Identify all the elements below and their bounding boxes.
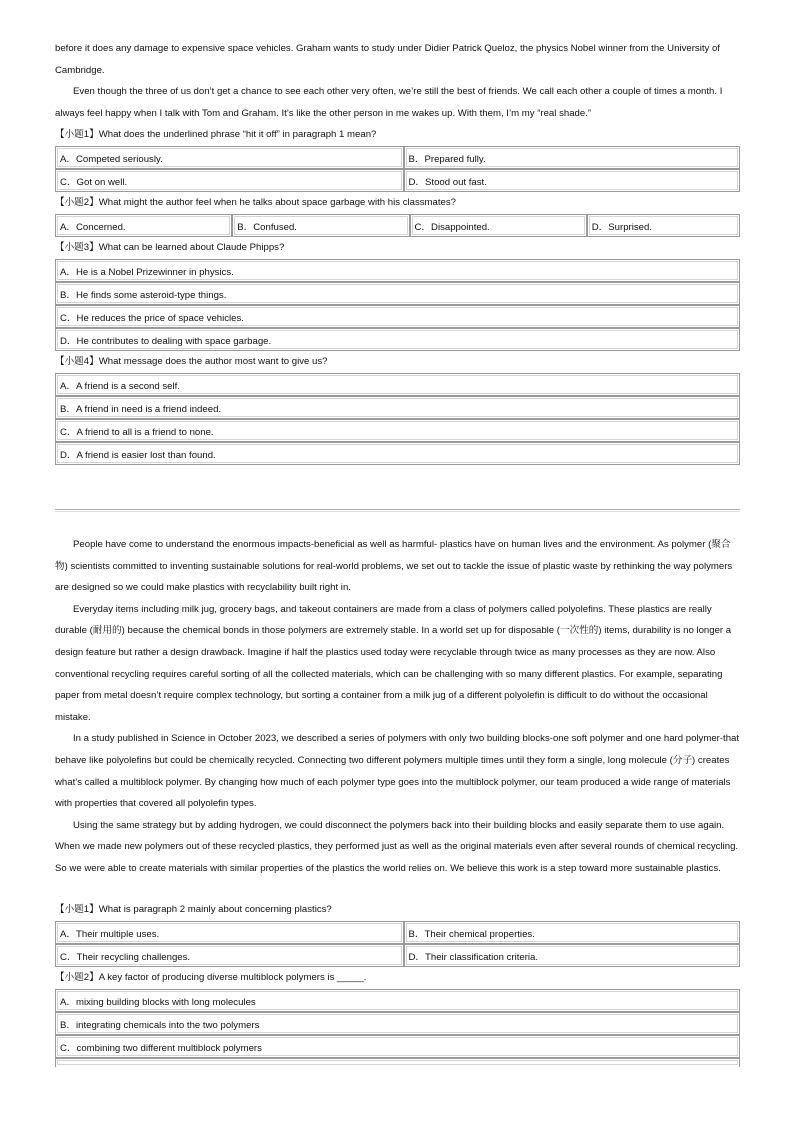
option-d-cut-off [55,1058,740,1067]
option-c[interactable]: C．Their recycling challenges. [55,944,404,967]
paragraph: People have come to understand the enormous impacts-beneficial as well as harmful- plastics have on human lives and the environment. As polymer (聚合物) scientists committed to inventing sustainable solutions for real-world problems, we set out to tackle the issue of plastic waste by rethinking the way polymers are designed so we could make plastics with recyclability built right in. [55,539,733,594]
option-b[interactable]: B．Prepared fully. [404,146,741,169]
question-stem: 【小题1】What is paragraph 2 mainly about concerning plastics? [55,904,332,915]
option-b[interactable]: B．Their chemical properties. [404,921,741,944]
paragraph: Everyday items including milk jug, grocery bags, and takeout containers are made from a class of polymers called polyolefins. These plastics are really durable (耐用的) because the chemical bonds in those polymers are extremely stable. In a world set up for disposable (一次性的) items, durability is no longer a design feature but rather a design drawback. Imagine if half the plastics used today were recyclable through twice as many processes as they are now. Also conventional recycling requires careful sorting of all the collected materials, which can be challenging with so many different plastics. For example, separating paper from metal doesn’t require complex technology, but sorting a container from a milk jug of a different polyolefin is difficult to do without the occasional mistake. [55,603,732,723]
options-table [55,373,740,465]
section-divider [55,509,740,512]
option-b[interactable]: B．Confused. [232,214,409,237]
paragraph: In a study published in Science in October 2023, we described a series of polymers with only two building blocks-one soft polymer and one hard polymer-that behave like polyolefins but could be chemically recycled. Connecting two different polymers multiple times until they form a single, long molecule (分子) creates what’s called a multiblock polymer. By changing how much of each polymer type goes into the multiblock polymer, our team produced a wide range of materials with properties that covered all polyolefin types. [55,733,740,810]
paragraph: Using the same strategy but by adding hydrogen, we could disconnect the polymers back into their building blocks and easily separate them to use again. When we made new polymers out of these recycled plastics, they performed just as well as the original materials even after several rounds of chemical recycling. So we were able to create materials with similar properties of the plastics the world relies on. We believe this work is a step toward more sustainable plastics. [55,819,739,874]
option-d[interactable]: D．Their classification criteria. [404,944,741,967]
option-b[interactable]: B．He finds some asteroid-type things. [55,282,740,305]
option-d[interactable]: D．He contributes to dealing with space garbage. [55,328,740,351]
options-table [55,921,740,967]
options-table [55,146,740,192]
question-stem: 【小题1】What does the underlined phrase “hit it off” in paragraph 1 mean? [55,129,377,140]
question-stem: 【小题2】A key factor of producing diverse multiblock polymers is _____. [55,972,367,983]
option-a[interactable]: A．Concerned. [55,214,232,237]
paragraph: Even though the three of us don’t get a chance to see each other very often, we’re still the best of friends. We call each other a couple of times a month. I always feel happy when I talk with Tom and Graham. It’s like the other person in me wakes up. With them, I’m my “real shade.” [55,86,723,119]
option-d[interactable]: D．Stood out fast. [404,169,741,192]
option-d[interactable]: D．A friend is easier lost than found. [55,442,740,465]
passage-1-end [55,38,740,124]
question-stem: 【小题2】What might the author feel when he talks about space garbage with his classmates? [55,197,457,208]
option-a[interactable]: A．He is a Nobel Prizewinner in physics. [55,259,740,282]
option-b[interactable]: B．A friend in need is a friend indeed. [55,396,740,419]
question-set-1 [55,124,740,465]
question-set-2 [55,899,740,1067]
option-c[interactable]: C．He reduces the price of space vehicles. [55,305,740,328]
option-c[interactable]: C．Got on well. [55,169,404,192]
option-c[interactable]: C．Disappointed. [410,214,587,237]
option-a[interactable]: A．Their multiple uses. [55,921,404,944]
passage-2 [55,534,740,880]
options-table [55,214,740,237]
option-d[interactable]: D．Surprised. [587,214,740,237]
question-stem: 【小题4】What message does the author most want to give us? [55,356,328,367]
options-table [55,989,740,1067]
options-table [55,259,740,351]
option-a[interactable]: A．A friend is a second self. [55,373,740,396]
paragraph: before it does any damage to expensive space vehicles. Graham wants to study under Didier Patrick Queloz, the physics Nobel winner from the University of Cambridge. [55,43,720,76]
option-b[interactable]: B．integrating chemicals into the two polymers [55,1012,740,1035]
question-stem: 【小题3】What can be learned about Claude Phipps? [55,242,285,253]
option-a[interactable]: A．mixing building blocks with long molecules [55,989,740,1012]
option-c[interactable]: C．A friend to all is a friend to none. [55,419,740,442]
option-c[interactable]: C．combining two different multiblock polymers [55,1035,740,1058]
option-a[interactable]: A．Competed seriously. [55,146,404,169]
